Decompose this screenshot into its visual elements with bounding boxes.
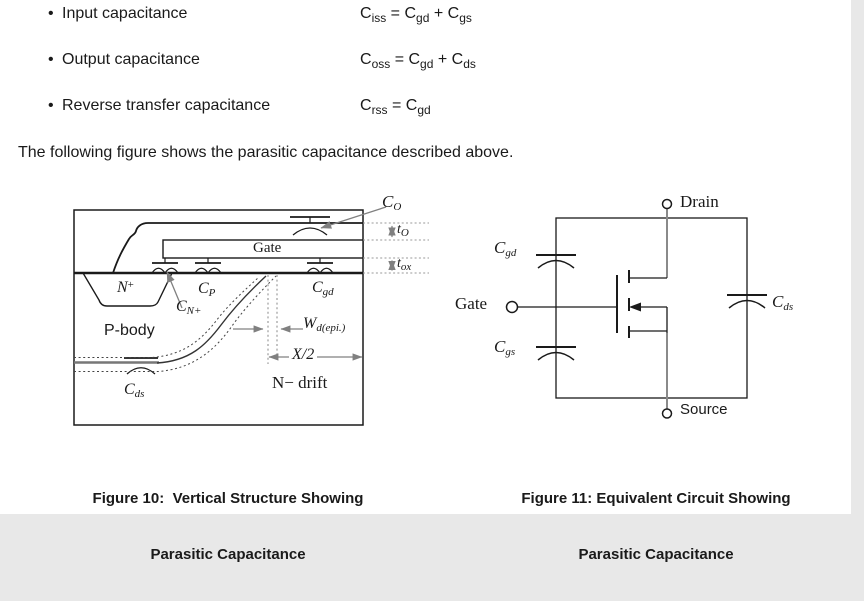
capacitance-bullet-row [0,97,851,121]
label-source: Source [680,401,728,418]
figure-10-caption [28,453,428,601]
label-cgs: $C_{gs}$ [494,337,516,358]
label-n-plus: N+ [117,279,134,296]
label-cp: $C_P$ [198,280,216,299]
intro-text: The following figure shows the parasitic capacitance described above. [18,144,514,161]
bullet-icon: • [48,5,54,22]
figure-10-caption-line1: Figure 10: Vertical Structure Showing [92,490,364,507]
source-terminal [663,409,672,418]
figure-10-vertical-structure [60,192,450,440]
label-cn-plus: $C_{N+}$ [176,298,202,317]
capacitance-formula: $C_{oss} = C_{gd} + C_{ds}$ [360,51,476,71]
figure-11-caption [448,453,864,601]
vertical-structure-diagram [60,192,450,440]
label-cgd: $C_{gd}$ [312,279,334,298]
label-cgd: $C_{gd}$ [494,238,517,259]
label-cds: $C_{ds}$ [772,292,794,313]
bullet-icon: • [48,51,54,68]
label-gate: Gate [253,240,282,256]
figure-11-caption-line1: Figure 11: Equivalent Circuit Showing [521,490,791,507]
label-wd-epi: $W_{d(epi.)}$ [303,315,346,334]
figure-11-equivalent-circuit [440,190,840,435]
capacitor-cgd-symbol [307,258,333,273]
figure-10-caption-line2: Parasitic Capacitance [150,545,306,563]
capacitance-bullet-row [0,51,851,75]
thickness-leader-lines [363,223,429,273]
label-to: $t_O$ [397,222,409,239]
capacitance-bullet-row [0,5,851,29]
capacitor-co-symbol [290,217,330,235]
capacitor-cp-symbol [195,258,221,273]
label-n-drift: N− drift [272,373,328,392]
label-tox: $t_{ox}$ [397,256,412,273]
capacitance-term-label: Output capacitance [62,51,200,68]
capacitance-term-label: Input capacitance [62,5,188,22]
label-p-body: P-body [104,322,155,339]
capacitance-formula: $C_{rss} = C_{gd}$ [360,97,431,117]
gate-terminal [507,302,518,313]
label-drain: Drain [680,192,719,211]
figure-11-caption-line2: Parasitic Capacitance [578,545,734,563]
mosfet-body-arrow-icon [629,303,641,312]
label-x-half: X/2 [289,347,317,364]
bullet-icon: • [48,97,54,114]
label-gate: Gate [455,294,488,313]
drain-terminal [663,200,672,209]
label-co: $C_O$ [382,192,402,213]
mosfet-symbol [617,270,667,338]
capacitance-term-label: Reverse transfer capacitance [62,97,271,114]
label-cds: $C_{ds}$ [124,381,145,400]
capacitor-cn-plus-symbol [152,258,178,273]
capacitance-formula: $C_{iss} = C_{gd} + C_{gs}$ [360,5,472,25]
circuit-loop-wire [556,218,747,398]
